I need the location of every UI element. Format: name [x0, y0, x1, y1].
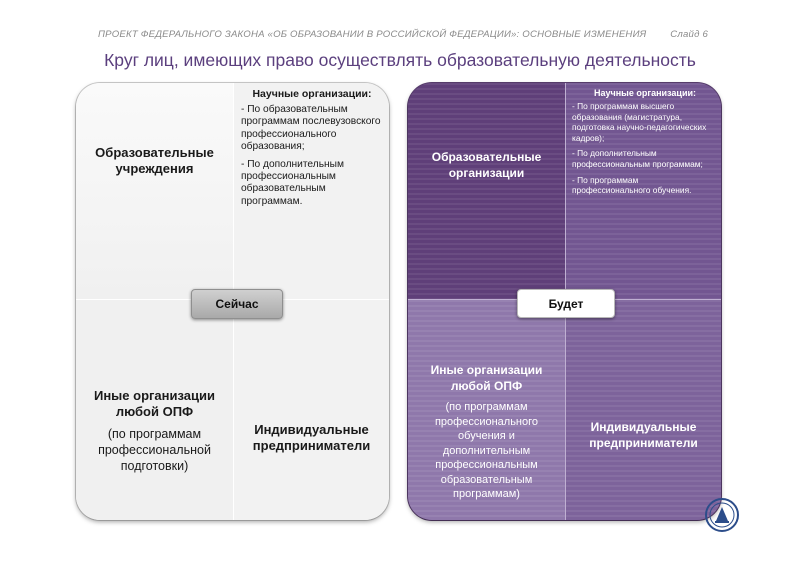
future-top-right-quadrant	[566, 83, 721, 299]
future-other-orgs-title: Иные организации любой ОПФ	[430, 363, 543, 393]
future-other-orgs-note: (по программам профессионального обучения и дополнительным профессиональным образовательным программам)	[434, 401, 539, 500]
now-other-orgs-title: Иные организации любой ОПФ	[93, 388, 215, 419]
now-individual-entrepreneurs: Индивидуальные предприниматели	[252, 422, 371, 453]
slide-number: Слайд 6	[670, 29, 708, 40]
future-scientific-item-2: - По дополнительным профессиональным программам;	[572, 148, 703, 169]
now-bottom-right-quadrant	[234, 300, 389, 520]
now-scientific-heading: Научные организации:	[252, 88, 372, 100]
now-other-orgs-note: (по программам профессиональной подготовки)	[98, 427, 211, 473]
now-top-right-quadrant	[234, 83, 389, 299]
future-educational-organizations: Образовательные организации	[431, 150, 542, 180]
page-title: Круг лиц, имеющих право осуществлять образовательную деятельность	[104, 50, 696, 70]
future-scientific-item-3: - По программам профессионального обучения.	[572, 174, 692, 196]
future-label: Будет	[517, 289, 615, 318]
future-scientific-heading: Научные организации:	[593, 88, 697, 98]
now-label: Сейчас	[191, 289, 283, 319]
now-bottom-left-quadrant	[76, 300, 233, 520]
now-top-left-quadrant	[76, 83, 233, 299]
slide-header	[98, 29, 708, 40]
project-title: ПРОЕКТ ФЕДЕРАЛЬНОГО ЗАКОНА «ОБ ОБРАЗОВАНИИ В РОССИЙСКОЙ ФЕДЕРАЦИИ»: ОСНОВНЫЕ ИЗМЕНЕНИЯ	[98, 29, 647, 40]
future-bottom-left-quadrant	[408, 300, 565, 520]
ministry-emblem-icon	[704, 497, 740, 533]
future-scientific-item-1: - По программам высшего образования (магистратура, подготовка научно-педагогических кадров);	[572, 101, 707, 143]
future-bottom-right-quadrant	[566, 300, 721, 520]
now-scientific-item-1: - По образовательным программам послевузовского профессионального образования;	[241, 104, 381, 153]
now-scientific-item-2: - По дополнительным профессиональным образовательным программам.	[241, 158, 344, 207]
future-individual-entrepreneurs: Индивидуальные предприниматели	[589, 420, 698, 450]
future-top-left-quadrant	[408, 83, 565, 299]
now-educational-institutions: Образовательные учреждения	[95, 145, 214, 176]
